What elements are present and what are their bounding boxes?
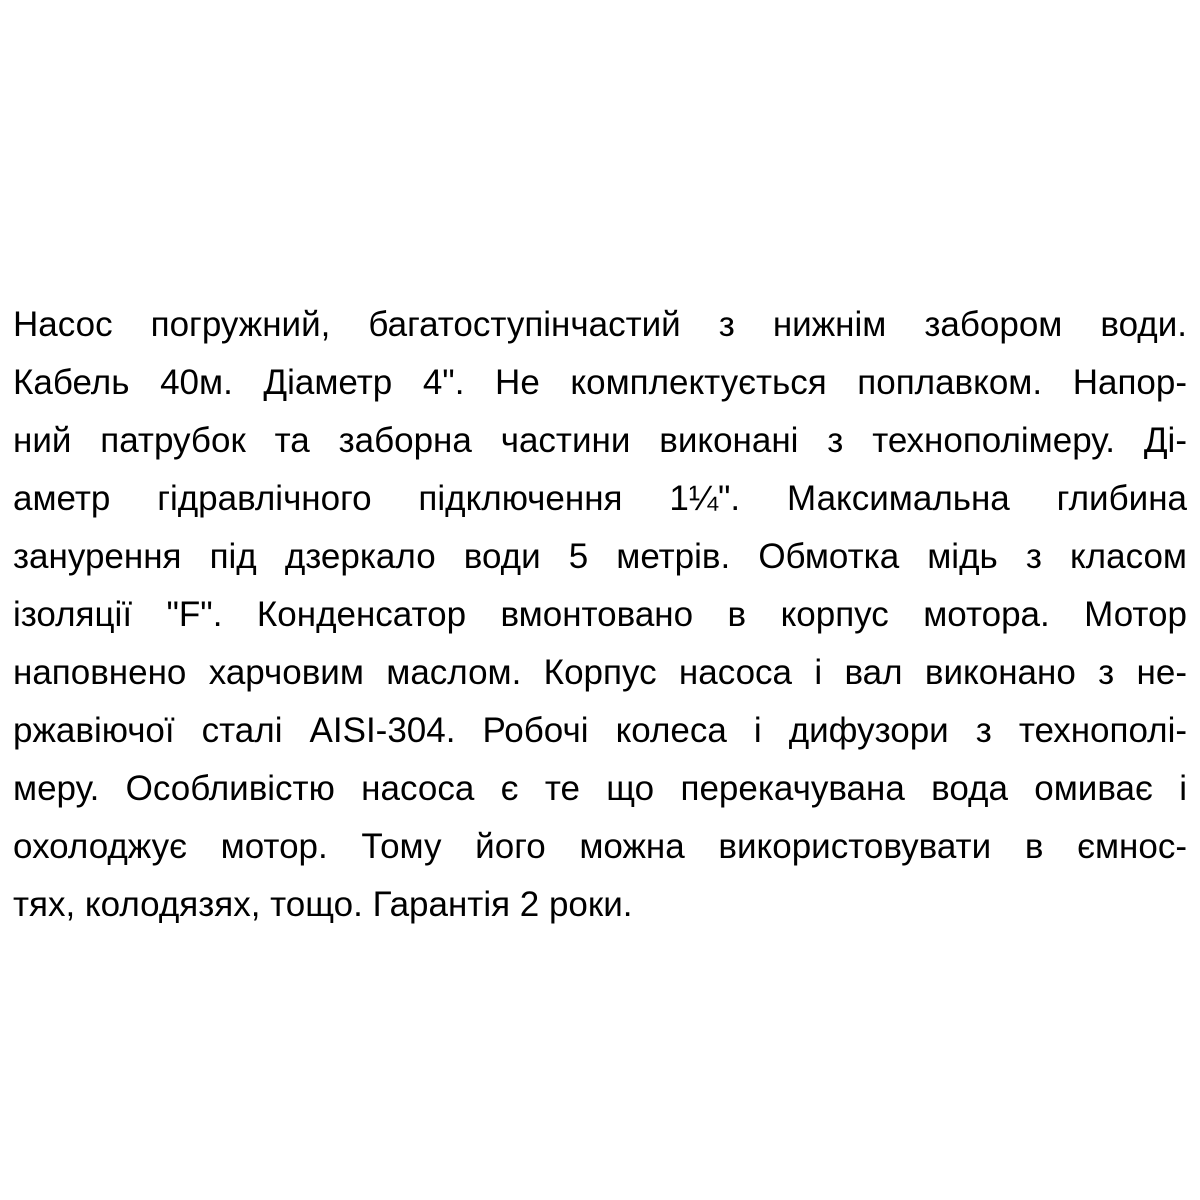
description-line: занурення під дзеркало води 5 метрів. Обмотка мідь з класом [13,537,1187,576]
description-line: ізоляції "F". Конденсатор вмонтовано в корпус мотора. Мотор [13,595,1187,634]
description-line: меру. Особливістю насоса є те що перекачувана вода омиває і [13,769,1187,808]
description-line: тях, колодязях, тощо. Гарантія 2 роки. [13,885,633,924]
description-line: Насос погружний, багатоступінчастий з нижнім забором води. [13,305,1187,344]
description-line: ржавіючої сталі AISI-304. Робочі колеса і дифузори з технополі- [13,711,1187,750]
description-line: наповнено харчовим маслом. Корпус насоса і вал виконано з не- [13,653,1187,692]
description-line: Кабель 40м. Діаметр 4". Не комплектується поплавком. Напор- [13,363,1187,402]
product-description [13,296,1187,934]
description-line: охолоджує мотор. Тому його можна використовувати в ємнос- [13,827,1187,866]
description-line: ний патрубок та заборна частини виконані з технополімеру. Ді- [13,421,1187,460]
description-line: аметр гідравлічного підключення 1¼". Максимальна глибина [13,479,1187,518]
